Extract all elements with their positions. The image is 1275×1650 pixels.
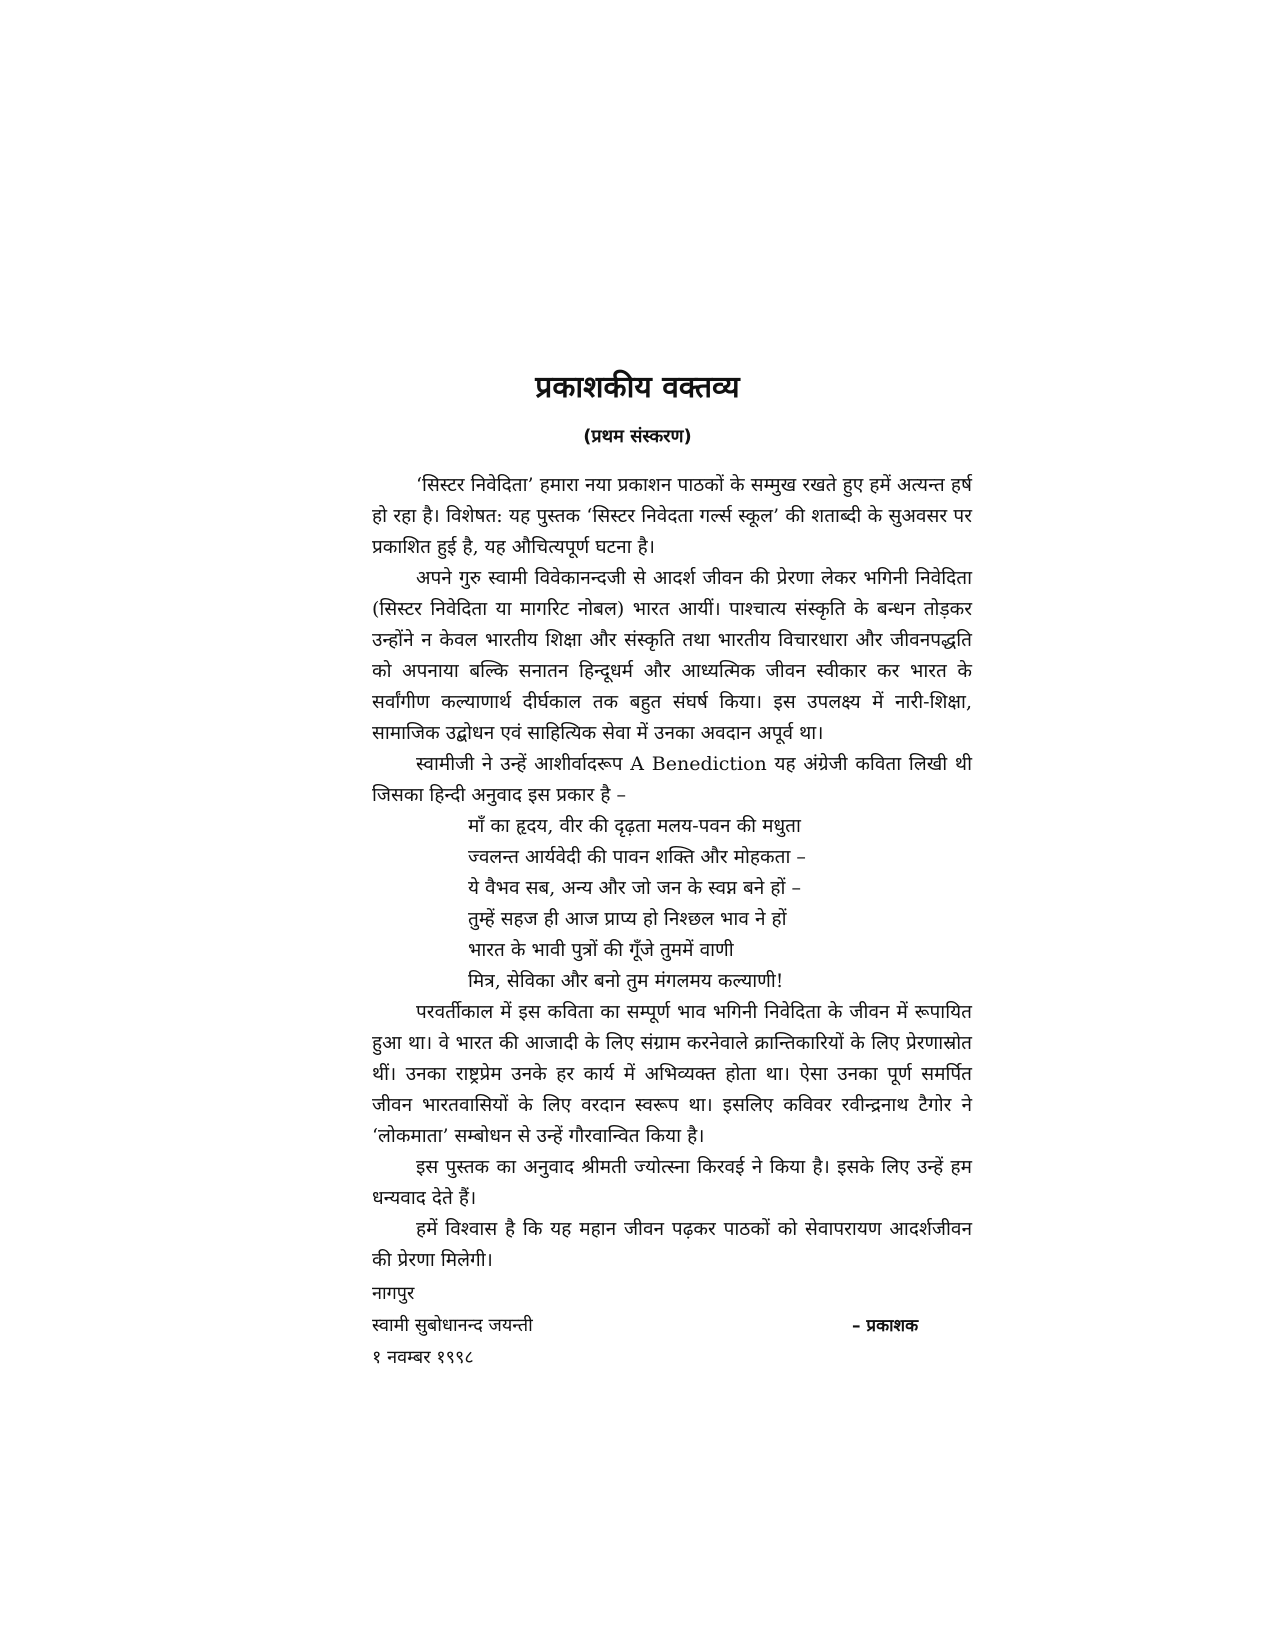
paragraph: परवर्तीकाल में इस कविता का सम्पूर्ण भाव भगिनी निवेदिता के जीवन में रूपायित हुआ था। वे भारत की आजादी के लिए संग्राम करनेवाले क्रान्तिकारियों के लिए प्रेरणास्रोत थीं। उनका राष्ट्रप्रेम उनके हर कार्य में अभिव्यक्त होता था। ऐसा उनका पूर्ण समर्पित जीवन भारतवासियों के लिए वरदान स्वरूप था। इसलिए कविवर रवीन्द्रनाथ टैगोर ने ‘लोकमाता’ सम्बोधन से उन्हें गौरवान्वित किया है। [372, 1001, 972, 1147]
poem-line: तुम्हें सहज ही आज प्राप्य हो निश्छल भाव ने हों [468, 908, 787, 930]
page-title: प्रकाशकीय वक्तव्य [535, 370, 740, 405]
footer-place: नागपुर [372, 1283, 415, 1304]
footer-place-date [372, 1278, 533, 1374]
poem-line: ज्वलन्त आर्यवेदी की पावन शक्ति और मोहकता – [468, 846, 806, 868]
paragraph: स्वामीजी ने उन्हें आशीर्वादरूप A Benediction यह अंग्रेजी कविता लिखी थी जिसका हिन्दी अनुवाद इस प्रकार है – [372, 753, 972, 806]
paragraph: हमें विश्वास है कि यह महान जीवन पढ़कर पाठकों को सेवापरायण आदर्शजीवन की प्रेरणा मिलेगी। [372, 1218, 972, 1271]
poem-line: ये वैभव सब, अन्य और जो जन के स्वप्न बने हों – [468, 877, 801, 899]
paragraph: इस पुस्तक का अनुवाद श्रीमती ज्योत्स्ना किरवई ने किया है। इसके लिए उन्हें हम धन्यवाद देते हैं। [372, 1156, 972, 1209]
footer-occasion: स्वामी सुबोधानन्द जयन्ती [372, 1315, 533, 1336]
publisher-signature: – प्रकाशक [852, 1316, 919, 1336]
poem-line: भारत के भावी पुत्रों की गूँजे तुममें वाणी [468, 939, 734, 961]
footer-date: १ नवम्बर १९९८ [372, 1347, 474, 1368]
poem-line: माँ का हृदय, वीर की दृढ़ता मलय-पवन की मधुता [468, 815, 801, 837]
paragraph: ‘सिस्टर निवेदिता’ हमारा नया प्रकाशन पाठकों के सम्मुख रखते हुए हमें अत्यन्त हर्ष हो रहा है। विशेषत: यह पुस्तक ‘सिस्टर निवेदता गर्ल्स स्कूल’ की शताब्दी के सुअवसर पर प्रकाशित हुई है, यह औचित्यपूर्ण घटना है। [372, 474, 972, 558]
page-subtitle: (प्रथम संस्करण) [583, 426, 692, 447]
body-text [372, 470, 972, 1276]
poem [468, 811, 972, 997]
poem-line: मित्र, सेविका और बनो तुम मंगलमय कल्याणी! [468, 970, 784, 992]
paragraph: अपने गुरु स्वामी विवेकानन्दजी से आदर्श जीवन की प्रेरणा लेकर भगिनी निवेदिता (सिस्टर निवेदिता या मागरिट नोबल) भारत आयीं। पाश्चात्य संस्कृति के बन्धन तोड़कर उन्होंने न केवल भारतीय शिक्षा और संस्कृति तथा भारतीय विचारधारा और जीवनपद्धति को अपनाया बल्कि सनातन हिन्दूधर्म और आध्यत्मिक जीवन स्वीकार कर भारत के सर्वांगीण कल्याणार्थ दीर्घकाल तक बहुत संघर्ष किया। इस उपलक्ष्य में नारी-शिक्षा, सामाजिक उद्बोधन एवं साहित्यिक सेवा में उनका अवदान अपूर्व था। [372, 567, 972, 744]
